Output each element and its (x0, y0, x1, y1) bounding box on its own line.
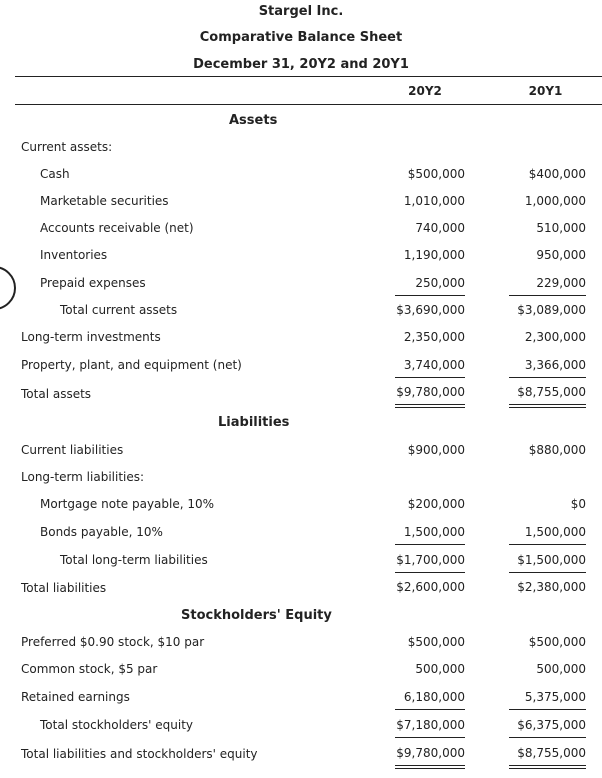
value-20y2-total-assets: $9,780,000 (396, 385, 465, 399)
underline-20y2 (395, 295, 465, 296)
underline-20y1 (509, 709, 586, 710)
double-underline-20y2 (395, 404, 465, 405)
row-label-accounts-receivable: Accounts receivable (net) (40, 221, 194, 235)
underline-20y2 (395, 544, 465, 545)
underline-20y1 (509, 295, 586, 296)
value-20y1-total-current-assets: $3,089,000 (517, 303, 586, 317)
row-label-inventories: Inventories (40, 248, 108, 262)
value-20y2-common-stock: 500,000 (415, 662, 465, 676)
row-label-common-stock: Common stock, $5 par (21, 662, 158, 676)
row-label-total-liabilities: Total liabilities (21, 581, 107, 595)
liabilities-heading: Liabilities (218, 415, 290, 430)
row-label-total-stockholders-equity: Total stockholders' equity (40, 718, 194, 732)
underline-20y1 (509, 572, 586, 573)
edge-circle-marker (0, 266, 16, 310)
underline-20y2 (395, 737, 465, 738)
value-20y1-total-assets: $8,755,000 (517, 385, 586, 399)
underline-20y1 (509, 737, 586, 738)
current-assets-label: Current assets: (21, 140, 113, 154)
value-20y2-accounts-receivable: 740,000 (415, 221, 465, 235)
value-20y2-retained-earnings: 6,180,000 (403, 690, 465, 704)
value-20y1-prepaid-expenses: 229,000 (536, 276, 586, 290)
value-20y1-cash: $400,000 (528, 167, 586, 181)
double-underline-20y2 (395, 407, 465, 408)
double-underline-20y1 (509, 765, 586, 766)
value-20y1-total-stockholders-equity: $6,375,000 (517, 718, 586, 732)
value-20y1-accounts-receivable: 510,000 (536, 221, 586, 235)
value-20y2-marketable-securities: 1,010,000 (403, 194, 465, 208)
value-20y2-total-liabilities-and-equity: $9,780,000 (396, 746, 465, 760)
row-label-total-liabilities-and-equity: Total liabilities and stockholders' equity (21, 747, 258, 761)
double-underline-20y2 (395, 765, 465, 766)
company-name: Stargel Inc. (258, 4, 344, 19)
row-label-property-plant-equipment: Property, plant, and equipment (net) (21, 358, 242, 372)
row-label-total-current-assets: Total current assets (60, 303, 178, 317)
value-20y1-bonds-payable: 1,500,000 (524, 525, 586, 539)
value-20y1-total-long-term-liabilities: $1,500,000 (517, 553, 586, 567)
double-underline-20y1 (509, 404, 586, 405)
underline-20y2 (395, 709, 465, 710)
value-20y2-current-liabilities: $900,000 (407, 443, 465, 457)
value-20y2-cash: $500,000 (407, 167, 465, 181)
value-20y1-current-liabilities: $880,000 (528, 443, 586, 457)
header-rule-bottom (15, 104, 602, 105)
value-20y2-total-stockholders-equity: $7,180,000 (396, 718, 465, 732)
row-label-retained-earnings: Retained earnings (21, 690, 130, 704)
statement-title: Comparative Balance Sheet (199, 30, 403, 45)
value-20y2-total-long-term-liabilities: $1,700,000 (396, 553, 465, 567)
value-20y2-prepaid-expenses: 250,000 (415, 276, 465, 290)
underline-20y2 (395, 377, 465, 378)
value-20y1-preferred-stock: $500,000 (528, 635, 586, 649)
value-20y2-inventories: 1,190,000 (403, 248, 465, 262)
value-20y1-retained-earnings: 5,375,000 (524, 690, 586, 704)
value-20y1-total-liabilities-and-equity: $8,755,000 (517, 746, 586, 760)
value-20y2-mortgage-note: $200,000 (407, 497, 465, 511)
value-20y1-mortgage-note: $0 (570, 497, 586, 511)
row-label-cash: Cash (40, 167, 70, 181)
row-label-total-long-term-liabilities: Total long-term liabilities (60, 553, 208, 567)
underline-20y1 (509, 377, 586, 378)
value-20y2-property-plant-equipment: 3,740,000 (403, 358, 465, 372)
row-label-total-assets: Total assets (21, 387, 92, 401)
value-20y2-preferred-stock: $500,000 (407, 635, 465, 649)
value-20y2-total-liabilities: $2,600,000 (396, 580, 465, 594)
value-20y2-long-term-investments: 2,350,000 (403, 330, 465, 344)
row-label-preferred-stock: Preferred $0.90 stock, $10 par (21, 635, 205, 649)
row-label-current-liabilities: Current liabilities (21, 443, 124, 457)
value-20y1-marketable-securities: 1,000,000 (524, 194, 586, 208)
value-20y1-long-term-investments: 2,300,000 (524, 330, 586, 344)
assets-heading: Assets (229, 113, 278, 128)
value-20y1-inventories: 950,000 (536, 248, 586, 262)
underline-20y2 (395, 572, 465, 573)
equity-heading: Stockholders' Equity (181, 608, 332, 623)
column-header-20y1: 20Y1 (528, 84, 563, 98)
statement-date: December 31, 20Y2 and 20Y1 (193, 57, 409, 72)
row-label-marketable-securities: Marketable securities (40, 194, 169, 208)
value-20y2-bonds-payable: 1,500,000 (403, 525, 465, 539)
value-20y1-total-liabilities: $2,380,000 (517, 580, 586, 594)
row-label-prepaid-expenses: Prepaid expenses (40, 276, 146, 290)
value-20y2-total-current-assets: $3,690,000 (396, 303, 465, 317)
row-label-long-term-investments: Long-term investments (21, 330, 161, 344)
double-underline-20y2 (395, 768, 465, 769)
double-underline-20y1 (509, 768, 586, 769)
header-rule-top (15, 76, 602, 77)
underline-20y1 (509, 544, 586, 545)
row-label-long-term-liabilities: Long-term liabilities: (21, 470, 145, 484)
column-header-20y2: 20Y2 (408, 84, 442, 98)
double-underline-20y1 (509, 407, 586, 408)
row-label-mortgage-note: Mortgage note payable, 10% (40, 497, 215, 511)
value-20y1-property-plant-equipment: 3,366,000 (524, 358, 586, 372)
value-20y1-common-stock: 500,000 (536, 662, 586, 676)
row-label-bonds-payable: Bonds payable, 10% (40, 525, 163, 539)
